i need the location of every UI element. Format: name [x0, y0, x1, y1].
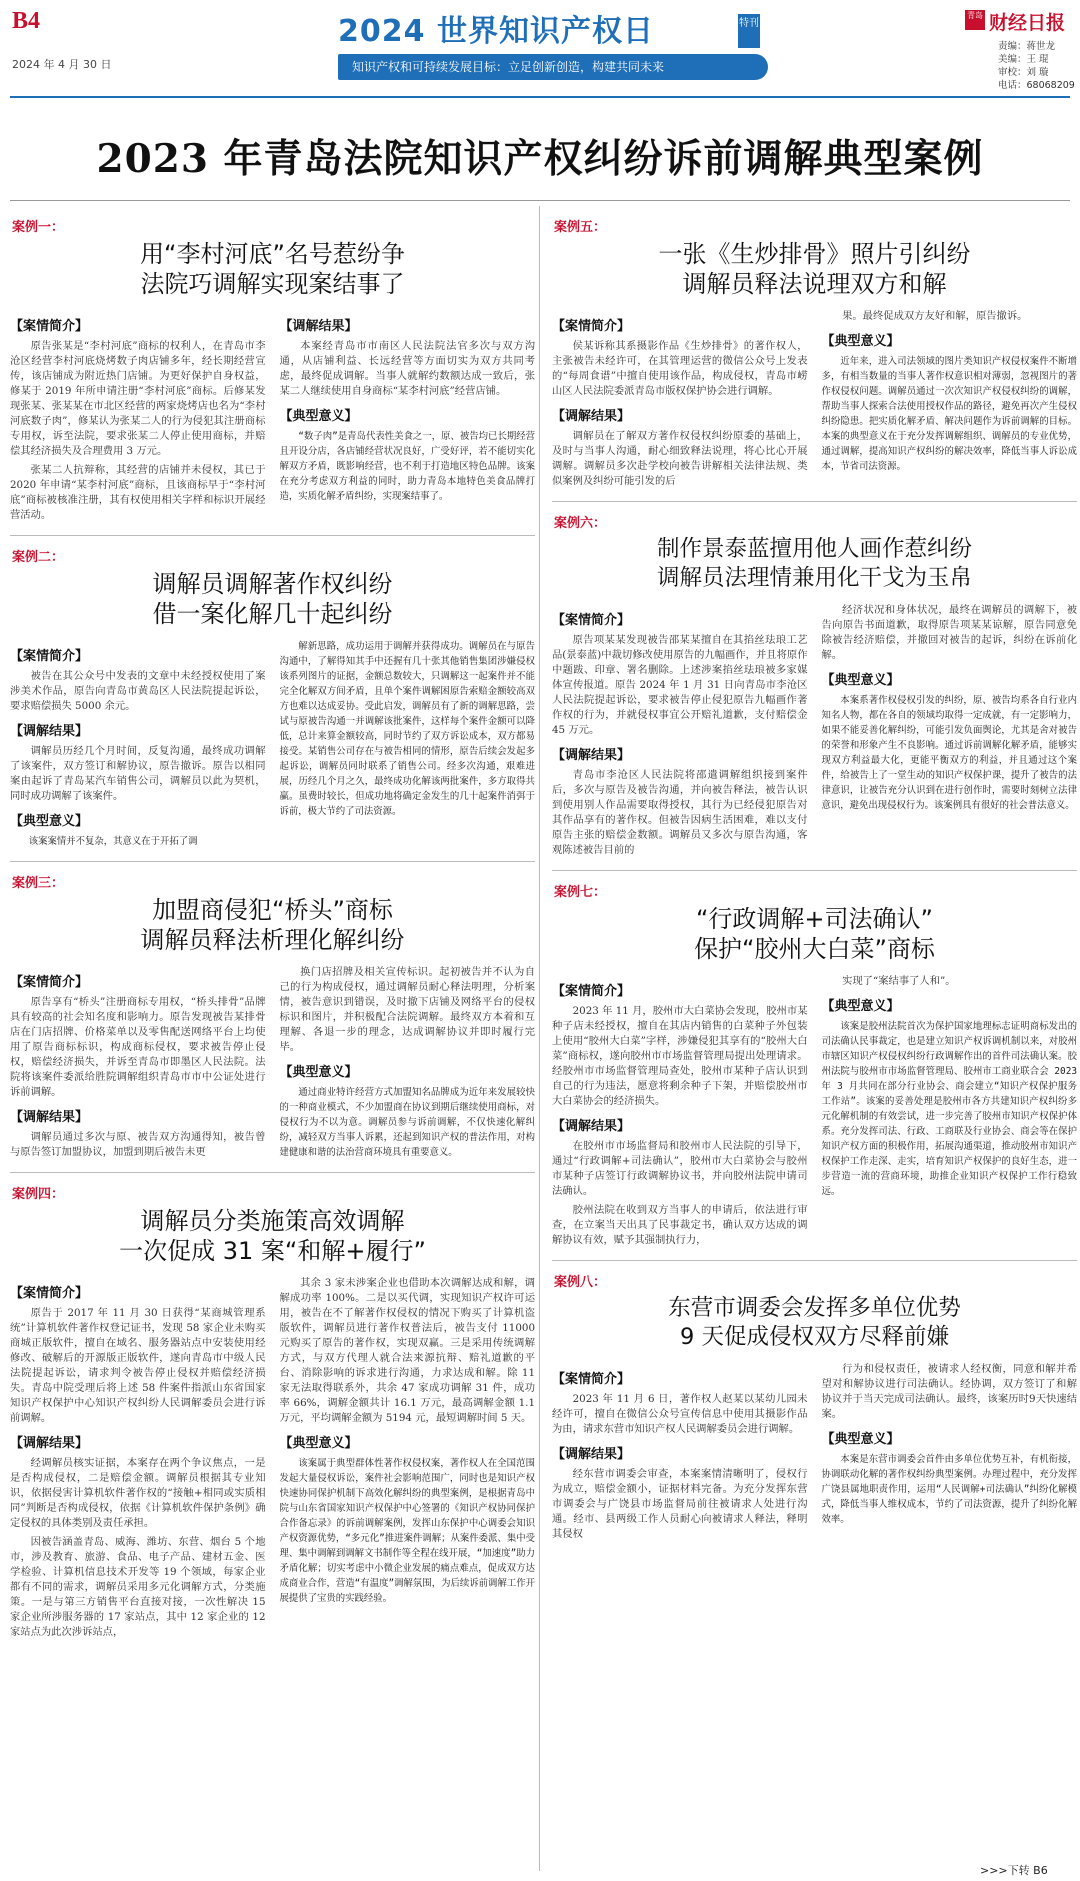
case-subcolumn — [280, 1276, 536, 1644]
section-heading: 【典型意义】 — [821, 999, 900, 1014]
paragraph: 该案属于典型群体性著作权侵权案，著作权人在全国范围发起大量侵权诉讼，案件社会影响范围广，同时也是知识产权快速协同保护机制下高效化解纠纷的典型案例，是根据青岛中院与山东省国家知识产权保护中心签署的《知识产权协同保护合作备忘录》的诉前调解案例，发挥山东保护中心调委会知识产权资源优势，“多元化”推进案件调解；从案件委派、集中受理、集中调解到调解文书制作等全程在线开展，“加速度”助力矛盾化解；切实考虑中小微企业发展的痛点难点，促成双方达成商业合作，营造“有温度”调解氛围，为后续诉前调解工作开展提供了宝贵的实践经验。 — [279, 1458, 535, 1604]
case-block — [10, 216, 535, 536]
case-label: 案例四： — [12, 1187, 65, 1202]
case-body — [10, 1276, 535, 1644]
paragraph: 行为和侵权责任，被请求人经权衡，同意和解并希望对和解协议进行司法确认。经协调，双方签订了和解协议并于当天完成司法确认。最终，该案历时9天快速结案。 — [821, 1363, 1077, 1420]
editor-line: 电话：68068209 — [998, 80, 1075, 91]
case-title — [552, 239, 1077, 299]
case-subcolumn — [10, 1276, 266, 1644]
case-title — [10, 569, 535, 629]
paragraph: 2023 年 11 月 6 日，著作权人赵某以某幼儿园未经许可，擅自在微信公众号宣传信息中使用其摄影作品为由，请求东营市知识产权人民调解委员会进行调解。 — [552, 1393, 808, 1435]
case-subcolumn — [280, 309, 536, 527]
page-headline: 2023 年青岛法院知识产权纠纷诉前调解典型案例 — [96, 136, 984, 182]
case-subcolumn — [822, 974, 1078, 1252]
section-heading: 【案情简介】 — [552, 319, 631, 334]
column-divider — [539, 206, 540, 1871]
paragraph: 经东营市调委会审查，本案案情清晰明了，侵权行为成立，赔偿金额小，证据材料完备。为充分发挥东营市调委会与广饶县市场监督局前往被请求人处进行沟通。经市、县两级工作人员耐心向被请求人释法，释明其侵权 — [552, 1468, 808, 1540]
right-column — [552, 206, 1077, 1546]
case-title-line: 制作景泰蓝擅用他人画作惹纠纷 — [656, 536, 972, 562]
case-title-line: 借一案化解几十起纠纷 — [152, 600, 393, 628]
case-subcolumn — [280, 965, 536, 1164]
paragraph: 经调解员核实证据，本案存在两个争议焦点，一是是否构成侵权，二是赔偿金额。调解员根据其专业知识，依据侵害计算机软件著作权的“接触+相同或实质相同”判断是否构成侵权，依据《计算机软件保护条例》确定侵权的具体类别及责任承担。 — [10, 1457, 266, 1529]
section-heading: 【调解结果】 — [10, 1110, 89, 1125]
banner-title: 2024 世界知识产权日 — [338, 14, 654, 49]
case-block — [10, 546, 535, 862]
case-label: 案例二： — [12, 550, 65, 565]
paragraph: 该案案情并不复杂，其意义在于开拓了调 — [28, 836, 198, 847]
case-subcolumn — [552, 1362, 808, 1546]
case-subcolumn — [822, 1362, 1078, 1546]
section-heading: 【调解结果】 — [552, 748, 631, 763]
case-separator — [552, 1260, 1077, 1261]
paragraph: 果。最终促成双方友好和解，原告撤诉。 — [842, 310, 1028, 322]
case-title — [10, 895, 535, 955]
case-title-line: 9 天促成侵权双方尽释前嫌 — [680, 1324, 949, 1350]
case-subcolumn — [552, 974, 808, 1252]
paragraph: 本案系著作权侵权引发的纠纷，原、被告均系各自行业内知名人物，都在各自的领域均取得一定成就，有一定影响力，如果不能妥善化解纠纷，可能引发负面舆论，尤其是舍对被告的荣誉和形象产生不良影响。通过诉前调解化解矛盾，能够实现双方利益最大化，更能平衡双方的利益，并且通过这个案件，给被告上了一堂生动的知识产权保护课，提升了被告的法律意识，让被告充分认识到在进行创作时，需要时刻树立法律意识，避免出现侵权行为。该案例具有很好的社会普法意义。 — [821, 695, 1077, 811]
case-body — [552, 1362, 1077, 1546]
paragraph: 近年来，进入司法领域的图片类知识产权侵权案件不断增多，有相当数量的当事人著作权意识相对薄弱，忽视图片的著作权侵权问题。调解员通过一次次知识产权侵权纠纷的调解，帮助当事人探索合法使用授权作品的路径，避免再次产生侵权纠纷隐患。把实质化解矛盾、解决问题作为诉前调解的目标。本案的典型意义在于充分发挥调解组织、调解员的专业优势，通过调解，提高知识产权纠纷的解决效率，降低当事人诉讼成本，节省司法资源。 — [821, 356, 1077, 472]
case-title — [552, 904, 1077, 964]
case-subcolumn — [552, 309, 808, 493]
case-body — [552, 974, 1077, 1252]
case-label: 案例五： — [554, 220, 607, 235]
section-heading: 【案情简介】 — [10, 1286, 89, 1301]
case-label: 案例七： — [554, 885, 607, 900]
paragraph: 被告在其公众号中发表的文章中未经授权使用了案涉美术作品，原告向青岛市黄岛区人民法院提起诉讼，要求赔偿损失 5000 余元。 — [10, 670, 266, 712]
case-separator — [552, 501, 1077, 502]
case-title-line: 法院巧调解实现案结事了 — [140, 270, 405, 298]
section-heading: 【典型意义】 — [821, 673, 900, 688]
section-heading: 【案情简介】 — [10, 649, 89, 664]
case-body — [552, 603, 1077, 862]
section-heading: 【调解结果】 — [279, 319, 358, 334]
page-code: B4 — [12, 8, 41, 34]
paragraph: 在胶州市市场监督局和胶州市人民法院的引导下，通过“行政调解+司法确认”，胶州市大白菜协会与胶州市某种子店签订行政调解协议书，并向胶州法院申请司法确认。 — [552, 1140, 808, 1197]
section-heading: 【案情简介】 — [10, 975, 89, 990]
logo-seal: 青岛 — [965, 10, 985, 30]
section-heading: 【典型意义】 — [821, 334, 900, 349]
case-title-line: 调解员释法析理化解纠纷 — [140, 926, 405, 954]
case-subcolumn — [822, 603, 1078, 862]
section-heading: 【案情简介】 — [552, 1372, 631, 1387]
case-subcolumn — [10, 639, 266, 853]
case-body — [552, 309, 1077, 493]
case-body — [10, 965, 535, 1164]
paragraph: 胶州法院在收到双方当事人的申请后，依法进行审查，在立案当天出具了民事裁定书，确认双方达成的调解协议有效，赋予其强制执行力， — [552, 1204, 808, 1246]
case-label: 案例六： — [554, 516, 607, 531]
section-heading: 【调解结果】 — [552, 409, 631, 424]
editor-line: 责编：蒋世龙 — [998, 41, 1056, 52]
paragraph: 因被告涵盖青岛、威海、潍坊、东营、烟台 5 个地市，涉及教育、旅游、食品、电子产品、建材五金、医学检验、计算机信息技术开发等 19 个领域，每家企业都有不同的需求，调解员采用多元化调解方式，分类施策。一是与第三方销售平台直接对接，一次性解决 15 家企业所涉服务器的 17 家站点，其中 12 家企业的 12 家站点为此次涉诉站点， — [10, 1536, 266, 1638]
case-title-line: 东营市调委会发挥多单位优势 — [668, 1295, 961, 1321]
continued-on-label: >>>下转 B6 — [980, 1864, 1048, 1877]
paragraph: 2023 年 11 月，胶州市大白菜协会发现，胶州市某种子店未经授权，擅自在其店内销售的白菜种子外包装上使用“胶州大白菜”字样，涉嫌侵犯其享有的“胶州大白菜”商标权，遂向胶州市市场监督管理局提出处理请求。经胶州市市场监督管理局查处，胶州市某种子店认识到自己的行为违法，愿意将剩余种子下架，并赔偿胶州市大白菜协会的经济损失。 — [552, 1005, 808, 1107]
case-title-line: 调解员法理情兼用化干戈为玉帛 — [656, 565, 972, 591]
paragraph: 张某二人抗辩称，其经营的店铺并未侵权，其已于 2020 年申请“某李村河底”商标，且该商标早于“李村河底”商标被核准注册，其有权使用相关字样和标识开展经营活动。 — [10, 464, 266, 521]
case-title — [10, 1206, 535, 1266]
case-separator — [10, 861, 535, 862]
case-title-line: 一次促成 31 案“和解+履行” — [119, 1237, 426, 1265]
case-label: 案例八： — [554, 1275, 607, 1290]
case-title-line: 调解员调解著作权纠纷 — [152, 570, 393, 598]
case-separator — [10, 535, 535, 536]
case-block — [552, 512, 1077, 871]
paragraph: 该案是胶州法院首次为保护国家地理标志证明商标发出的司法确认民事裁定，也是建立知识产权诉调机制以来，对胶州市辖区知识产权侵权纠纷行政调解作出的首件司法确认案。胶州法院与胶州市市场监督管理局、胶州市工商业联合会 2023 年 3 月共同在部分行业协会、商会建立“知识产权保护服务工作站”。该案的妥善处理是胶州市各方共建知识产权纠纷多元化解机制的有效尝试，进一步完善了胶州市知识产权保护体系。充分发挥司法、行政、工商联及行业协会、商会等在保护知识产权方面的积极作用，拓展沟通渠道，推动胶州市知识产权保护工作走深、走实，培育知识产权保护的良好生态，进一步营造一流的营商环境，助推企业知识产权保护工作行稳致远。 — [821, 1021, 1077, 1197]
case-title-line: 调解员释法说理双方和解 — [682, 270, 947, 298]
paragraph: 原告张某是“李村河底”商标的权利人，在青岛市李沧区经营李村河底烧烤数子肉店铺多年，经长期经营宣传，该店铺成为附近热门店铺。为更好保护自身权益，修某于 2019 年所申请注册“李村河底”商标。后修某发现张某、张某某在市北区经营的两家烧烤店也名为“李村河底数子肉”，修某认为张某二人的行为侵犯其注册商标专用权，诉至法院，要求张某二人停止使用商标，并赔偿其经济损失及合理费用 3 万元。 — [10, 340, 266, 457]
case-subcolumn — [10, 309, 266, 527]
left-column — [10, 206, 535, 1644]
paragraph: 青岛市李沧区人民法院将邵遣调解组织接到案件后，多次与原告及被告沟通，并向被告释法，被告认识到使用别人作品需要取得授权，其行为已经侵犯原告对其作品享有的著作权。但被告因病生活困难，难以支付原告主张的赔偿金数额。调解员又多次与原告沟通，客观陈述被告目前的 — [552, 769, 808, 856]
headline-rule — [10, 200, 1070, 201]
section-heading: 【典型意义】 — [279, 409, 358, 424]
case-title — [552, 535, 1077, 593]
case-body — [10, 309, 535, 527]
paragraph: 换门店招牌及相关宣传标识。起初被告并不认为自己的行为构成侵权，通过调解员耐心释法明理，分析案情，被告意识到错误，及时撤下店铺及网络平台的侵权标识和图片，并积极配合法院调解。最终双方本着和互理解、各退一步的理念，达成调解协议并即时履行完毕。 — [279, 966, 535, 1053]
paragraph: 调解员历经几个月时间，反复沟通，最终成功调解了该案件，双方签订和解协议，原告撤诉。原告以相同案由起诉了青岛某汽车销售公司，调解员以此为契机，同时成功调解了该案件。 — [10, 745, 266, 802]
case-block — [552, 1271, 1077, 1546]
case-separator — [10, 1172, 535, 1173]
section-heading: 【典型意义】 — [821, 1432, 900, 1447]
editor-line: 美编：王 琨 — [998, 54, 1049, 65]
paragraph: “数子肉”是青岛代表性美食之一，原、被告均已长期经营且开设分店，各店铺经营状况良好，广受好评，若不能切实化解双方矛盾，既影响经营，也不利于打造地区特色品牌。该案在充分考虑双方利益的同时，助力青岛本地特色美食品牌打造，实质化解矛盾纠纷，实现案结事了。 — [279, 431, 535, 502]
paragraph: 其余 3 家未涉案企业也借助本次调解达成和解，调解成功率 100%。二是以买代调，实现知识产权许可运用，被告在不了解著作权侵权的情况下购买了计算机盗版软件，调解员进行著作权普法后，被告支付 11000 元购买了原告的著作权，实现双赢。三是采用传统调解方式，与双方代理人就合法来源抗辩、赔礼道歉的平台、消除影响的诉求进行沟通，力求达成和解。除 11 家无法取得联系外，共余 47 家成功调解 31 件，成功率 66%，调解金额共计 16.1 万元，最高调解金额 1.1 万元，平均调解金额为 5194 元，最短调解时间 5 天。 — [279, 1277, 535, 1424]
paragraph: 原告项某某发现被告邵某某擅自在其掐丝珐琅工艺品(景泰蓝)中裁切修改使用原告的九幅画作，并且将原作中题跋、印章、署名删除。上述涉案掐丝珐琅被多家媒体宣传报道。原告 2024 年 1 月 31 日向青岛市李沧区人民法院提起诉讼，要求被告停止侵犯原告九幅画作著作权的行为，并就侵权事宜公开赔礼道歉，支付赔偿金 45 万元。 — [552, 634, 808, 736]
editor-line: 审校：刘 璇 — [998, 67, 1049, 78]
section-heading: 【典型意义】 — [10, 814, 89, 829]
case-title — [552, 1294, 1077, 1352]
case-body — [10, 639, 535, 853]
case-label: 案例三： — [12, 876, 65, 891]
banner-subtitle: 知识产权和可持续发展目标：立足创新创造，构建共同未来 — [338, 54, 768, 80]
section-heading: 【典型意义】 — [279, 1065, 358, 1080]
masthead — [0, 0, 1080, 125]
paragraph: 通过商业特许经营方式加盟知名品牌成为近年来发展较快的一种商业模式，不少加盟商在协议到期后继续使用商标，对侵权行为不以为意。调解员参与诉前调解，不仅快速化解纠纷，减轻双方当事人诉累，还起到知识产权的普法作用，对构建健康和谐的法治营商环境具有重要意义。 — [279, 1087, 535, 1158]
case-title-line: “行政调解+司法确认” — [696, 905, 933, 933]
case-block — [10, 1183, 535, 1644]
case-title-line: 调解员分类施策高效调解 — [140, 1207, 405, 1235]
paragraph: 侯某诉称其系摄影作品《生炒排骨》的著作权人，主张被告未经许可，在其管理运营的微信公众号上发表的“每周食谱”中擅自使用该作品，构成侵权，青岛市崂山区人民法院委派青岛市版权保护协会进行调解。 — [552, 340, 808, 397]
case-block — [552, 881, 1077, 1261]
masthead-rule — [10, 96, 1070, 98]
paragraph: 调解员在了解双方著作权侵权纠纷原委的基础上，及时与当事人沟通，耐心细致释法说理，将心比心开展调解。调解员多次赴学校向被告讲解相关法律法规、类似案例及纠纷可能引发的后 — [552, 430, 808, 487]
editor-credits — [998, 40, 1075, 92]
case-block — [10, 872, 535, 1173]
case-title — [10, 239, 535, 299]
section-heading: 【调解结果】 — [552, 1447, 631, 1462]
case-subcolumn — [552, 603, 808, 862]
section-heading: 【调解结果】 — [10, 1436, 89, 1451]
case-subcolumn — [280, 639, 536, 853]
case-title-line: 一张《生炒排骨》照片引纠纷 — [658, 240, 971, 268]
case-label: 案例一： — [12, 220, 65, 235]
case-subcolumn — [10, 965, 266, 1164]
paragraph: 经济状况和身体状况，最终在调解员的调解下，被告向原告书面道歉，取得原告项某某谅解，原告同意免除被告经济赔偿，并撤回对被告的起诉，纠纷在诉前化解。 — [821, 604, 1077, 661]
logo-name: 财经日报 — [989, 12, 1066, 34]
section-heading: 【案情简介】 — [552, 984, 631, 999]
section-heading: 【调解结果】 — [552, 1119, 631, 1134]
case-title-line: 加盟商侵犯“桥头”商标 — [152, 896, 393, 924]
paragraph: 本案是东营市调委会首件由多单位优势互补，有机衔接，协调联动化解的著作权纠纷典型案例。办理过程中，充分发挥广饶县属地职责作用，运用“人民调解+司法确认”纠纷化解模式，降低当事人维权成本，节约了司法资源，提升了纠纷化解效率。 — [821, 1454, 1077, 1525]
issue-date: 2024 年 4 月 30 日 — [12, 58, 112, 71]
section-heading: 【典型意义】 — [279, 1436, 358, 1451]
paragraph: 解新思路，成功运用于调解并获得成功。调解员在与原告沟通中，了解得知其手中还握有几十张其他销售集团涉嫌侵权该系列图片的证据，金额总数较大，只调解这一起案件并不能完全化解双方间矛盾，且单个案件调解困原告索赔金额较高双方也难以达成妥协。受此启发，调解员有了新的调解思路，尝试与原被告沟通一并调解该批案件，这样每个案件金额可以降低，总计来算金额较高，同时节约了双方诉讼成本，双方都易接受。某销售公司存在与被告相同的情形，原告后续会发起多起诉讼，调解员同时联系了销售公司。经多次沟通，艰难进展，历经几个月之久，最终成功化解该两批案件，多方取得共赢。虽费时较长，但成功地将确定金发生的几十起案件消弭于诉前，极大节约了司法资源。 — [279, 641, 535, 817]
paragraph: 本案经青岛市市南区人民法院法官多次与双方沟通，从店铺利益、长远经营等方面切实为双方共同考虑，最终促成调解。当事人就解约数额达成一致后，张某二人继续使用自身商标“某李村河底”经营店铺。 — [279, 340, 535, 397]
case-separator — [552, 870, 1077, 871]
case-block — [552, 216, 1077, 502]
section-heading: 【案情简介】 — [552, 613, 631, 628]
newspaper-logo — [965, 8, 1070, 32]
section-heading: 【案情简介】 — [10, 319, 89, 334]
paragraph: 实现了“案结事了人和”。 — [842, 975, 956, 987]
paragraph: 原告于 2017 年 11 月 30 日获得“某商城管理系统”计算机软件著作权登记证书，发现 58 家企业未购买商城正版软件，擅自在域名、服务器站点中安装使用经修改、破解后的开源版正版软件，遂向青岛市中级人民法院提起诉讼，请求判令被告停止侵权并赔偿经济损失。青岛中院受理后将上述 58 件案件指派山东省国家知识产权保护中心知识产权纠纷人民调解委员会进行诉前调解。 — [10, 1307, 266, 1424]
case-subcolumn — [822, 309, 1078, 493]
case-title-line: 用“李村河底”名号惹纷争 — [140, 240, 405, 268]
section-heading: 【调解结果】 — [10, 724, 89, 739]
paragraph: 原告享有“桥头”注册商标专用权，“桥头排骨”品牌具有较高的社会知名度和影响力。原告发现被告某排骨店在门店招牌、价格菜单以及零售配送网络平台上均使用了原告商标标识，构成商标侵权，要求被告停止侵权，赔偿经济损失，并诉至青岛市即墨区人民法院。法院将该案件委派给胜院调解组织青岛市市中公证处进行诉前调解。 — [10, 996, 266, 1098]
paragraph: 调解员通过多次与原、被告双方沟通得知，被告曾与原告签订加盟协议，加盟到期后被告未更 — [10, 1131, 266, 1158]
case-title-line: 保护“胶州大白菜”商标 — [694, 935, 935, 963]
special-issue-badge: 特刊 — [738, 14, 760, 48]
